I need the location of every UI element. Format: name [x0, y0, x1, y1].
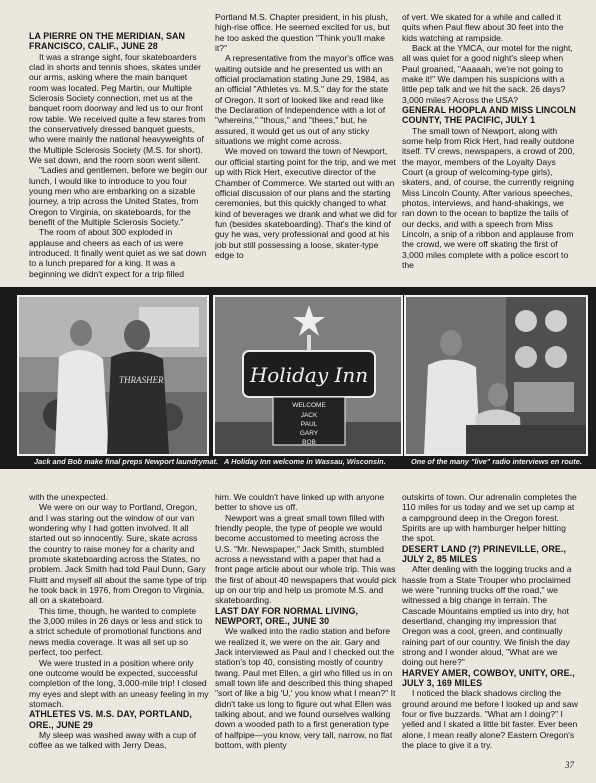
body-paragraph: "Ladies and gentlemen, before we begin our lunch, I would like to introduce to you four young men who are embarking on a sizable journey, a trip across the United States, from Oregon to Virginia, on skateboards, for the benefit of the Multiple Sclerosis Society." — [29, 165, 208, 228]
section-heading: ATHLETES VS. M.S. DAY, PORTLAND, ORE., JUNE 29 — [29, 709, 192, 730]
body-paragraph: him. We couldn't have linked up with anyone better to shove us off. — [215, 492, 385, 513]
body-paragraph: of vert. We skated for a while and called it quits when Paul flew about 30 feet into the kids watching at rampside. — [402, 12, 564, 43]
body-paragraph: It was a strange sight, four skateboarders clad in shorts and tennis shoes, skates under our arms, asking where the main banquet room was located. Peg Martin, our Multiple Sclerosis Society connection, met us at the banquet room doorway and led us to our front row table. We received quite a few stares from the conservatively dressed banquet guests, who were mainly the national heavyweights of the Multiple Sclerosis Society (M.S. for short). We sat down, and the room soon went silent. — [29, 51, 206, 166]
sign-name: GARY — [299, 430, 319, 437]
sign-name: JACK — [300, 412, 318, 419]
bottom-column-2 — [215, 492, 397, 764]
body-paragraph: Newport was a great small town filled with friendly people, the type of people we would become accustomed to meeting across the U.S. "Mr. Newspaper," Jack Smith, stumbled across a newsstand with a paper that had a front page article about our whole trip. This was the first of about 40 newspapers that would pick up on our trip and help us promote M.S. and skateboarding. — [215, 512, 397, 606]
sign-name: BOB — [302, 439, 316, 446]
body-paragraph: with the unexpected. — [29, 492, 108, 502]
body-paragraph: We were on our way to Portland, Oregon, and I was staring out the window of our van wondering why I had gotten involved. It all started out so innocently. Sure, skate across the country to raise money for a charity and promote skateboarding across the States, no problem. Jack Smith had told Paul Dunn, Gary Fluitt and myself all about the same type of trip he took back in 1976, from Oregon to Virginia, all on a skateboard. — [29, 502, 207, 606]
sign-name: PAUL — [300, 421, 318, 428]
section-heading: HARVEY AMER, COWBOY, UNITY, ORE., JULY 3, 169 MILES — [402, 667, 575, 689]
body-paragraph: This time, though, he wanted to complete the 3,000 miles in 26 days or less and stick to a strict schedule of promotional functions and news media coverage. It was all set up so perfect, too perfect. — [29, 605, 203, 658]
body-paragraph: outskirts of town. Our adrenalin completes the 110 miles for us today and we set up camp at a campground deep in the Oregon forest. Spirits are up with hamburger helper hitting the spot. — [402, 492, 577, 544]
section-heading: GENERAL HOOPLA AND MISS LINCOLN COUNTY, THE PACIFIC, JULY 1 — [402, 105, 576, 126]
page-number: 37 — [565, 760, 574, 770]
section-heading: LA PIERRE ON THE MERIDIAN, SAN FRANCISCO, CALIF., JUNE 28 — [29, 31, 186, 52]
photo-caption: One of the many "live" radio interviews en route. — [411, 457, 582, 466]
body-paragraph: My sleep was washed away with a cup of coffee as we talked with Jerry Deas, — [29, 729, 197, 751]
photo-caption: A Holiday Inn welcome in Wassau, Wisconsin. — [224, 457, 386, 466]
body-paragraph: The small town of Newport, along with some help from Rick Hert, had really outdone itself. TV crews, newspapers, a crowd of 200, the mayor, members of the Loyalty Days Court (a group of welcoming-type girls), skaters, and, of course, the currently reigning Miss Lincoln County. After various speeches, photos, interviews, and hand-shakings, we ran down to the ocean to baptize the tails of our decks, and with a speech from Miss Lincoln, a snip of a ribbon and applause from the crowd, we were off skating the first of 3,000 miles complete with a police escort to the — [402, 125, 575, 271]
radio-interview-photo — [404, 295, 588, 456]
photo-caption: Jack and Bob make final preps Newport laundrymat. — [34, 457, 218, 466]
body-paragraph: We were trusted in a position where only one outcome would be expected, successful completion of the long, 3,000-mile trip! I closed my eyes and slept with an uneasy feeling in my stomach. — [29, 657, 209, 709]
section-heading: DESERT LAND (?) PRINEVILLE, ORE., JULY 2, 85 MILES — [402, 543, 567, 565]
section-heading: LAST DAY FOR NORMAL LIVING, NEWPORT, ORE., JUNE 30 — [215, 605, 359, 627]
body-paragraph: The room of about 300 exploded in applause and cheers as each of us were introduced. It finally went quiet as we sat down to a lunch prepared for a king. It was a beginning we didn't expect for a trip filled — [29, 227, 207, 279]
body-paragraph: We moved on toward the town of Newport, our official starting point for the trip, and we met up with Rick Hert, executive director of the Chamber of Commerce. We started out with an official discussion of our plans and the starting ceremonies, but this quickly changed to what kind of beverages we drank and what we did for fun (besides skateboarding). That's the kind of guy he was, very professional and good at his job but still possessing a loose, skater-type edge to — [215, 146, 397, 260]
shirt-text: THRASHER — [119, 375, 164, 385]
top-column-2 — [215, 12, 397, 320]
top-column-1 — [29, 31, 209, 321]
body-paragraph: Back at the YMCA, our motel for the night, all was quiet for a good night's sleep when Paul groaned, "Aaaaah, we're not going to make it!" We dampen his suspicions with a little pep talk and we hit the sack. 26 days? 3,000 miles? Across the USA? — [402, 43, 573, 105]
body-paragraph: I noticed the black shadows circling the ground around me before I looked up and saw four or five buzzards. "What am I doing?" I yelled and I skated a little bit faster. Ever been alone, I mean really alone? Eastern Oregon's the place to give it a try. — [402, 688, 578, 751]
body-paragraph: We walked into the radio station and before we realized it, we were on the air. Gary and Jack interviewed as Paul and I checked out the station's top 40, consisting mostly of country twang. Paul met Ellen, a girl who filled us in on small town life and described this thing shaped "sort of like a big 'U,' you know what I mean?" It didn't take us long to figure out what Ellen was talking about, and we found ourselves walking down a wooded path to a first generation type of halfpipe—you know, very tall, narrow, no flat bottom, with plenty — [215, 626, 396, 751]
body-paragraph: After dealing with the logging trucks and a hassle from a State Trouper who proclaimed we were "running trucks off the road," we witnessed a big change in terrain. The Cascade Mountains emptied us into dry, hot desertland, changing my impression that Oregon was a cool, green, and continually raining part of our country. We finish the day strong and I wonder aloud, "What are we doing out here?" — [402, 564, 572, 668]
sign-title: Holiday Inn — [249, 363, 369, 387]
bottom-column-1 — [29, 492, 209, 764]
top-column-3 — [402, 12, 578, 320]
sign-welcome: WELCOME — [292, 402, 326, 409]
laundromat-photo — [17, 295, 209, 456]
body-paragraph: A representative from the mayor's office was waiting outside and he presented us with an official proclamation stating June 29, 1984, as an official "Athletes vs. M.S." day for the state of Oregon. It sort of looked like and read like the Declaration of Independence with a lot of "whereins," "thous," and "thees," but, he assured, it would get us out of any sticky situations we might come across. — [215, 53, 394, 147]
holiday-inn-sign-photo — [213, 295, 403, 456]
bottom-column-3 — [402, 492, 578, 764]
body-paragraph: Portland M.S. Chapter president, in his plush, high-rise office. He seemed excited for us, but he too asked the question "Think you'll make it?" — [215, 12, 390, 54]
